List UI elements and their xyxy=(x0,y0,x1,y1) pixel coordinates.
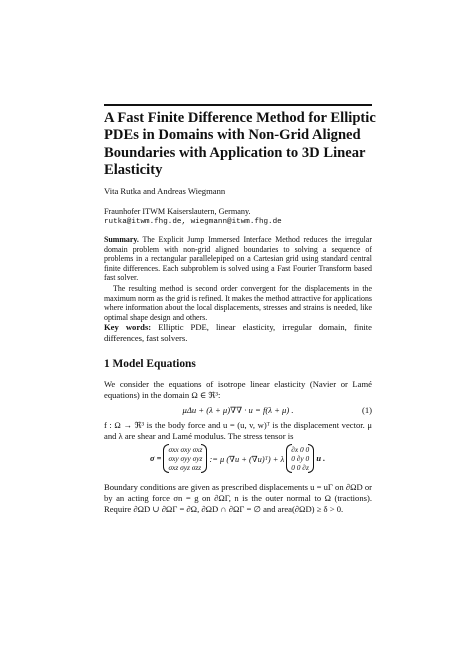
affiliation-block xyxy=(104,207,282,227)
affiliation: Fraunhofer ITWM Kaiserslautern, Germany. xyxy=(104,207,251,216)
div-row: 0 0 ∂z xyxy=(291,463,309,472)
sigma-label: σ = xyxy=(150,454,162,463)
title-rule xyxy=(104,104,372,106)
sigma-rhs: := μ (∇u + (∇u)ᵀ) + λ xyxy=(209,454,285,464)
stress-tensor-equation xyxy=(150,445,380,475)
paper-authors: Vita Rutka and Andreas Wiegmann xyxy=(104,186,226,196)
paper-title: A Fast Finite Difference Method for Elliptic PDEs in Domains with Non-Grid Aligned Boundaries with Application to 3D Linear Elasticity xyxy=(104,110,376,179)
emails: rutka@itwm.fhg.de, wiegmann@itwm.fhg.de xyxy=(104,218,282,227)
summary-text-1: The Explicit Jump Immersed Interface Method reduces the irregular domain problem with non-grid aligned boundaries to solving a sequence of problems in a rectangular parallelepiped on a Cartesian grid using standard central finite differences. Each subproblem is solved using a Fast Fourier Transform based fast solver. xyxy=(104,235,372,283)
div-row: 0 ∂y 0 xyxy=(291,454,310,463)
equation-1-number: (1) xyxy=(361,405,372,415)
keywords-label: Key words: xyxy=(104,322,152,332)
equation-1 xyxy=(104,405,372,416)
sigma-matrix xyxy=(163,445,207,472)
summary-paragraph-1 xyxy=(104,235,372,283)
paragraph-2: f : Ω → ℜ³ is the body force and u = (u, v, w)ᵀ is the displacement vector. μ and λ are shear and Lamé modulus. The stress tensor is xyxy=(104,420,372,441)
sigma-tail: u . xyxy=(316,454,326,463)
summary-label: Summary. xyxy=(104,235,139,244)
paragraph-1: We consider the equations of isotrope linear elasticity (Navier or Lamé equations) in the domain Ω ∈ ℜ³: xyxy=(104,379,372,400)
summary-paragraph-2: The resulting method is second order convergent for the displacements in the maximum norm as the grid is refined. It makes the method attractive for applications where information about the local displacements, stresses and strains is needed, like optimal shape design and others. xyxy=(104,283,372,322)
section-heading: 1 Model Equations xyxy=(104,358,196,370)
paragraph-3: Boundary conditions are given as prescribed displacements u = uΓ on ∂ΩD or by an acting force σn = g on ∂ΩΓ, n is the outer normal to Ω (tractions). Require ∂ΩD ∪ ∂ΩΓ = ∂Ω, ∂ΩD ∩ ∂ΩΓ = ∅ and area(∂ΩD) ≥ δ > 0. xyxy=(104,482,372,514)
div-row: ∂x 0 0 xyxy=(291,445,310,454)
keywords xyxy=(104,322,372,344)
sigma-row: σxx σxy σxz xyxy=(168,445,203,454)
divergence-matrix xyxy=(286,445,314,472)
sigma-row: σxz σyz σzz xyxy=(168,463,202,472)
keywords-text: Elliptic PDE, linear elasticity, irregular domain, finite differences, fast solvers. xyxy=(104,322,372,343)
equation-1-body: μΔu + (λ + μ)∇∇ · u = f(λ + μ) . xyxy=(182,405,294,415)
sigma-row: σxy σyy σyz xyxy=(168,454,203,463)
abstract xyxy=(104,235,372,322)
